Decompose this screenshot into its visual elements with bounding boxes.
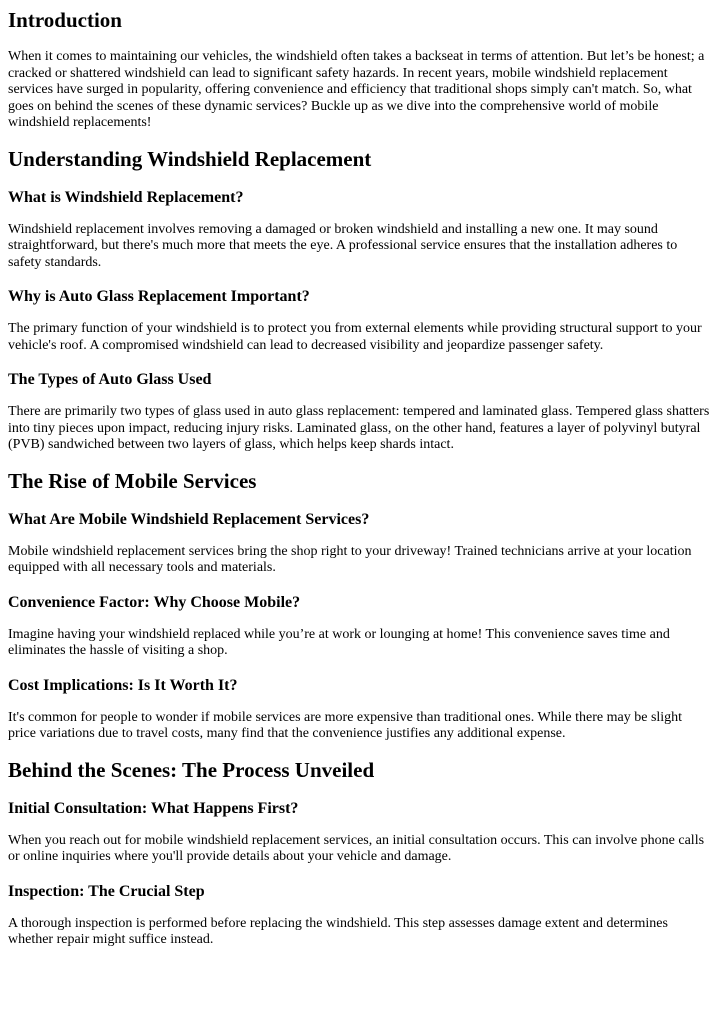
subheading-what-is-replacement: What is Windshield Replacement? — [8, 188, 244, 206]
paragraph-glass-types: There are primarily two types of glass used in auto glass replacement: tempered and laminated glass. Tempered glass shatters into tiny pieces upon impact, reducing injury risks. Laminated glass, on the other hand, features a layer of polyvinyl butyral (PVB) sandwiched between two layers of glass, which helps keep shards intact. — [8, 404, 710, 452]
paragraph-consultation: When you reach out for mobile windshield replacement services, an initial consultation occurs. This can involve phone calls or online inquiries where you'll provide details about your vehicle and damage. — [8, 832, 705, 864]
subheading-glass-types: The Types of Auto Glass Used — [8, 371, 212, 388]
subheading-convenience: Convenience Factor: Why Choose Mobile? — [8, 593, 301, 611]
subheading-consultation: Initial Consultation: What Happens First? — [8, 799, 299, 817]
subheading-what-are-mobile: What Are Mobile Windshield Replacement Services? — [8, 510, 370, 528]
paragraph-why-important: The primary function of your windshield is to protect you from external elements while providing structural support to your vehicle's roof. A compromised windshield can lead to decreased visibility and jeopardize passenger safety. — [8, 321, 702, 353]
intro-paragraph: When it comes to maintaining our vehicles, the windshield often takes a backseat in terms of attention. But let’s be honest; a cracked or shattered windshield can lead to significant safety hazards. In recent years, mobile windshield replacement services have surged in popularity, offering convenience and efficiency that traditional shops simply can't match. So, what goes on behind the scenes of these dynamic services? Buckle up as we dive into the comprehensive world of mobile windshield replacements! — [8, 49, 705, 130]
paragraph-convenience: Imagine having your windshield replaced while you’re at work or lounging at home! This convenience saves time and eliminates the hassle of visiting a shop. — [8, 626, 670, 658]
subheading-inspection: Inspection: The Crucial Step — [8, 882, 205, 900]
paragraph-cost: It's common for people to wonder if mobile services are more expensive than traditional ones. While there may be slight price variations due to travel costs, many find that the convenience justifies any additional expense. — [8, 709, 683, 741]
section-heading-mobile-services: The Rise of Mobile Services — [8, 468, 257, 493]
paragraph-what-is-replacement: Windshield replacement involves removing a damaged or broken windshield and installing a new one. It may sound straightforward, but there's much more that meets the eye. A professional service ensures that the installation adheres to safety standards. — [8, 221, 678, 270]
subheading-cost: Cost Implications: Is It Worth It? — [8, 676, 238, 694]
paragraph-what-are-mobile: Mobile windshield replacement services bring the shop right to your driveway! Trained technicians arrive at your location equipped with all necessary tools and materials. — [8, 543, 692, 575]
section-heading-understanding: Understanding Windshield Replacement — [8, 146, 372, 171]
section-heading-introduction: Introduction — [8, 8, 122, 32]
section-heading-process: Behind the Scenes: The Process Unveiled — [8, 757, 375, 782]
paragraph-inspection: A thorough inspection is performed before replacing the windshield. This step assesses damage extent and determines whether repair might suffice instead. — [8, 915, 668, 947]
article — [0, 8, 720, 949]
subheading-why-important: Why is Auto Glass Replacement Important? — [8, 288, 310, 305]
